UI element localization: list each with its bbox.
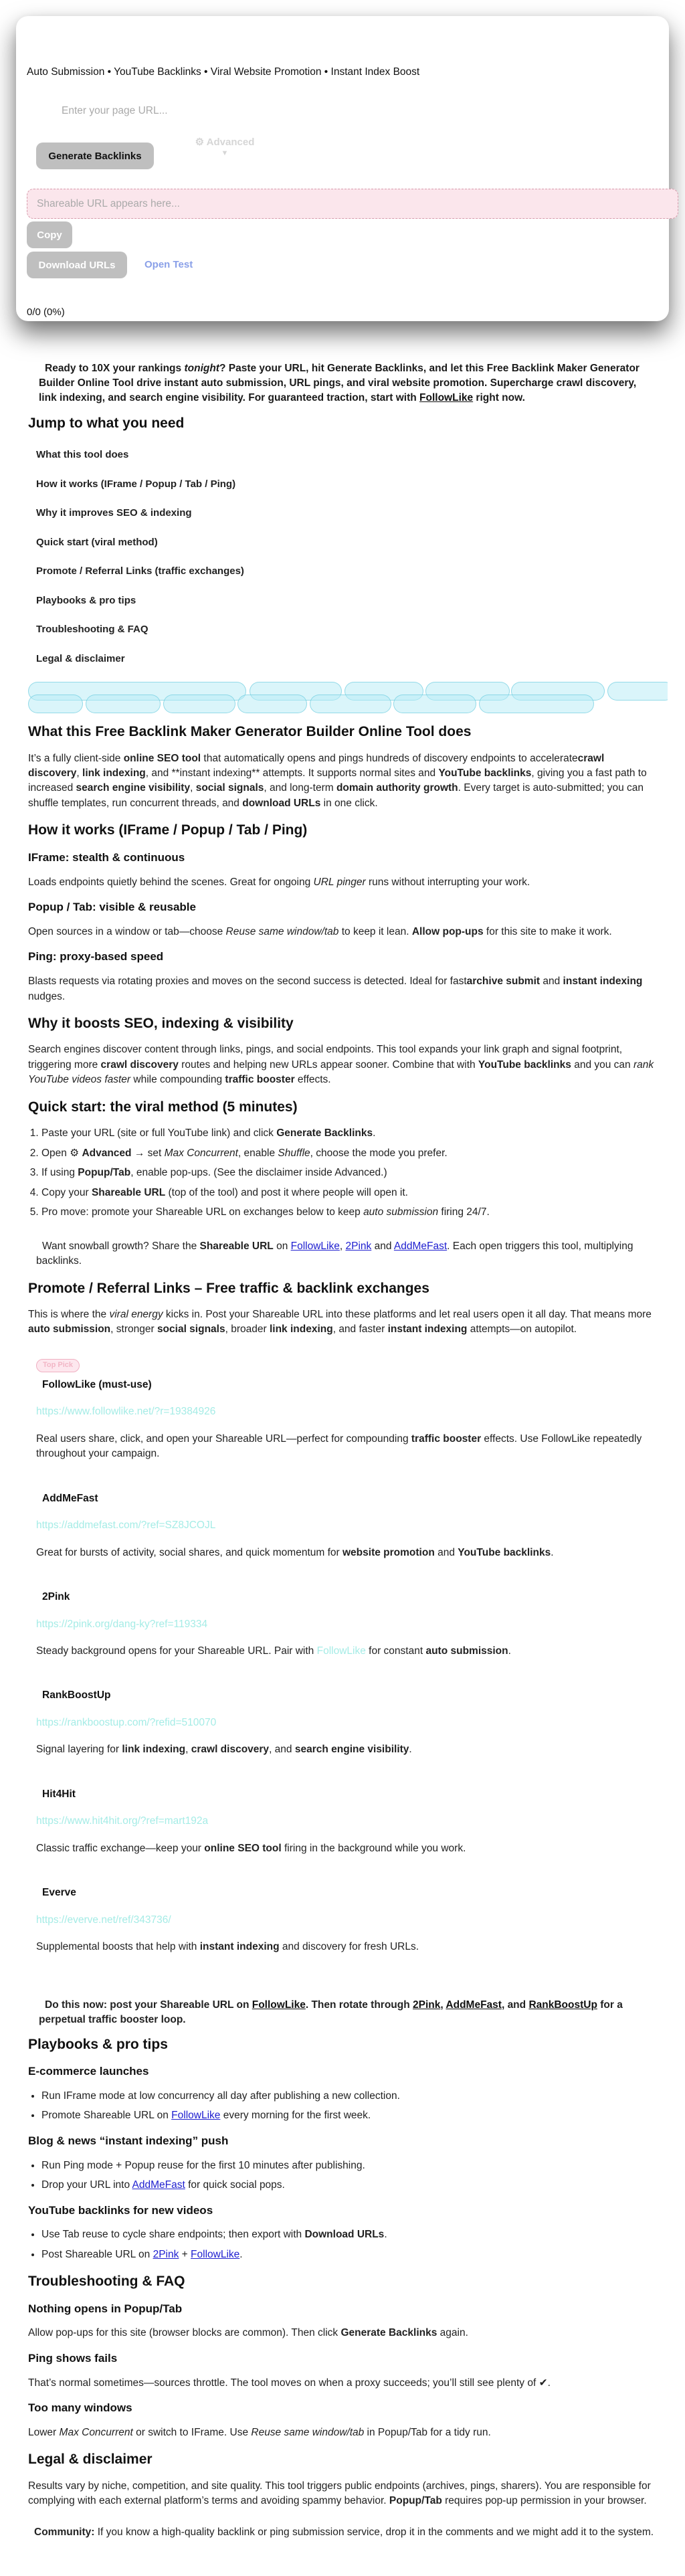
page-url-input[interactable]	[43, 96, 685, 126]
why-heading: Why it boosts SEO, indexing & visibility	[28, 1016, 294, 1032]
what-paragraph: It’s a fully client-side online SEO tool that automatically opens and pings hundreds of discovery endpoints to acceleratecrawl discovery, link indexing, and **instant indexing** attempts. It supports normal sites and YouTube backlinks, giving you a fast path to increased search engine visibility, social signals, and long-term domain authority growth. Every target is auto-submitted; you can shuffle templates, run concurrent threads, and download URLs in one click.	[28, 752, 647, 809]
rankboostup-link[interactable]: RankBoostUp	[528, 1999, 597, 2011]
advanced-label: ⚙ Advanced	[195, 136, 255, 148]
quick-step: 1. Paste your URL (site or full YouTube link) and click Generate Backlinks.	[41, 1126, 657, 1141]
2pink-link[interactable]: 2Pink	[153, 2248, 179, 2260]
followlike-link[interactable]: FollowLike	[290, 1240, 340, 1252]
iframe-paragraph: Loads endpoints quietly behind the scenes. Great for ongoing URL pinger runs without interrupting your work.	[28, 876, 530, 888]
intro-text: right now.	[473, 392, 525, 403]
ping-subheading: Ping: proxy-based speed	[28, 950, 164, 963]
jump-link-how[interactable]: How it works (IFrame / Popup / Tab / Ping)	[36, 478, 236, 490]
popup-paragraph: Open sources in a window or tab—choose Reuse same window/tab to keep it lean. Allow pop-ups for this site to make it work.	[28, 925, 612, 937]
tool-tagline: Auto Submission • YouTube Backlinks • Viral Website Promotion • Instant Index Boost	[27, 66, 420, 78]
addmefast-link[interactable]: AddMeFast	[132, 2179, 185, 2191]
referral-description: Steady background opens for your Shareable URL. Pair with FollowLike for constant auto submission.	[36, 1645, 511, 1657]
referral-description: Supplemental boosts that help with instant indexing and discovery for fresh URLs.	[36, 1941, 419, 1953]
referral-name: RankBoostUp	[42, 1689, 111, 1701]
keyword-chip[interactable]	[310, 695, 391, 713]
copy-button[interactable]: Copy	[27, 221, 72, 248]
how-heading: How it works (IFrame / Popup / Tab / Ping)	[28, 822, 308, 838]
referral-description: Classic traffic exchange—keep your online SEO tool firing in the background while you work.	[36, 1842, 466, 1854]
faq-answer: That’s normal sometimes—sources throttle. The tool moves on when a proxy succeeds; you’ll still see plenty of ✔.	[28, 2377, 551, 2389]
snowball-tip: Want snowball growth? Share the Shareable URL on FollowLike, 2Pink and AddMeFast. Each open triggers this tool, multiplying backlinks.	[36, 1240, 633, 1267]
jump-link-what[interactable]: What this tool does	[36, 449, 129, 461]
jump-link-quick-start[interactable]: Quick start (viral method)	[36, 536, 158, 548]
followlike-link[interactable]: FollowLike	[316, 1645, 366, 1657]
tip-item: • Run Ping mode + Popup reuse for the first 10 minutes after publishing.	[41, 2158, 657, 2173]
blog-subheading: Blog & news “instant indexing” push	[28, 2134, 229, 2147]
referral-card-rankboostup	[36, 1688, 657, 1757]
tip-item: • Drop your URL into AddMeFast for quick social pops.	[41, 2178, 657, 2193]
faq-question: Too many windows	[28, 2401, 132, 2415]
tip-item: • Run IFrame mode at low concurrency all day after publishing a new collection.	[41, 2089, 657, 2104]
referral-name: AddMeFast	[42, 1492, 98, 1504]
intro-text: ? Paste your URL, hit Generate Backlinks, and let this Free Backlink Maker Generator Builder Online Tool drive instant auto submission, URL pings, and viral website promotion. Supercharge crawl discovery, link indexing, and search engine visibility. For guaranteed traction, start with	[39, 363, 640, 403]
legal-heading: Legal & disclaimer	[28, 2452, 153, 2468]
referral-url-link[interactable]: https://2pink.org/dang-ky?ref=119334	[36, 1618, 208, 1630]
backlink-tool-card	[16, 16, 669, 321]
advanced-toggle[interactable]	[191, 136, 258, 159]
download-urls-button[interactable]: Download URLs	[27, 252, 127, 278]
community-note: Community: If you know a high-quality backlink or ping submission service, drop it in the comments and we might add it to the system.	[34, 2526, 654, 2538]
quick-start-heading: Quick start: the viral method (5 minutes)	[28, 1099, 298, 1115]
what-heading: What this Free Backlink Maker Generator Builder Online Tool does	[28, 724, 472, 740]
blog-tips	[28, 2158, 657, 2193]
faq-heading: Troubleshooting & FAQ	[28, 2274, 185, 2290]
referral-name: Hit4Hit	[42, 1788, 76, 1800]
referral-name: FollowLike (must-use)	[42, 1378, 152, 1390]
jump-link-promote[interactable]: Promote / Referral Links (traffic exchanges)	[36, 565, 244, 577]
referral-description: Signal layering for link indexing, crawl discovery, and search engine visibility.	[36, 1744, 412, 1756]
tip-item: • Post Shareable URL on 2Pink + FollowLike.	[41, 2247, 657, 2262]
faq-question: Nothing opens in Popup/Tab	[28, 2302, 183, 2315]
jump-link-troubleshooting[interactable]: Troubleshooting & FAQ	[36, 624, 149, 636]
keyword-chip[interactable]	[237, 695, 307, 713]
quick-step: 2. Open ⚙ Advanced → set Max Concurrent, enable Shuffle, choose the mode you prefer.	[41, 1146, 657, 1161]
faq-question: Ping shows fails	[28, 2351, 118, 2365]
jump-nav	[28, 448, 657, 666]
quick-step: 4. Copy your Shareable URL (top of the tool) and post it where people will open it.	[41, 1186, 657, 1200]
keyword-chip[interactable]	[28, 695, 83, 713]
keyword-chip[interactable]	[86, 695, 161, 713]
referral-card-hit4hit	[36, 1787, 657, 1856]
ecommerce-tips	[28, 2089, 657, 2124]
addmefast-link[interactable]: AddMeFast	[393, 1240, 448, 1252]
promote-paragraph: This is where the viral energy kicks in. Post your Shareable URL into these platforms and let real users open it all day. That means more auto submission, stronger social signals, broader link indexing, and faster instant indexing attempts—on autopilot.	[28, 1308, 652, 1336]
ping-paragraph: Blasts requests via rotating proxies and moves on the second success is detected. Ideal for fastarchive submit and instant indexing nudges.	[28, 976, 643, 1002]
playbooks-heading: Playbooks & pro tips	[28, 2036, 168, 2052]
intro-emphasis: tonight	[184, 363, 219, 374]
2pink-link[interactable]: 2Pink	[345, 1240, 372, 1252]
referral-card-followlike	[36, 1347, 657, 1462]
quick-start-steps	[28, 1126, 657, 1220]
jump-link-why[interactable]: Why it improves SEO & indexing	[36, 507, 192, 519]
faq-answer: Allow pop-ups for this site (browser blocks are common). Then click Generate Backlinks again.	[28, 2327, 468, 2339]
followlike-link[interactable]: FollowLike	[191, 2248, 240, 2260]
quick-step: 5. Pro move: promote your Shareable URL on exchanges below to keep auto submission firing 24/7.	[41, 1205, 657, 1220]
jump-link-playbooks[interactable]: Playbooks & pro tips	[36, 594, 136, 606]
keyword-chip[interactable]	[607, 682, 668, 701]
ecommerce-subheading: E-commerce launches	[28, 2065, 149, 2078]
addmefast-link[interactable]: AddMeFast	[446, 1999, 502, 2011]
referral-url-link[interactable]: https://rankboostup.com/?refid=510070	[36, 1716, 217, 1728]
referral-url-link[interactable]: https://addmefast.com/?ref=SZ8JCOJL	[36, 1520, 216, 1532]
referral-url-link[interactable]: https://www.hit4hit.org/?ref=mart192a	[36, 1815, 209, 1827]
chevron-down-icon: ▼	[221, 149, 229, 157]
top-pick-badge: Top Pick	[36, 1359, 80, 1372]
keyword-chip[interactable]	[393, 695, 476, 713]
referral-url-link[interactable]: https://www.followlike.net/?r=19384926	[36, 1406, 216, 1418]
youtube-tips	[28, 2227, 657, 2262]
iframe-subheading: IFrame: stealth & continuous	[28, 850, 185, 864]
intro-text: Ready to 10X your rankings	[45, 363, 185, 374]
article-content	[0, 321, 685, 2576]
2pink-link[interactable]: 2Pink	[413, 1999, 441, 2011]
faq-answer: Lower Max Concurrent or switch to IFrame. Use Reuse same window/tab in Popup/Tab for a tidy run.	[28, 2426, 491, 2438]
jump-heading: Jump to what you need	[28, 416, 185, 431]
keyword-chip[interactable]	[163, 695, 235, 713]
followlike-link[interactable]: FollowLike	[419, 392, 474, 403]
open-test-link[interactable]: Open Test	[144, 259, 193, 270]
quick-step: 3. If using Popup/Tab, enable pop-ups. (See the disclaimer inside Advanced.)	[41, 1166, 657, 1180]
tip-item: • Use Tab reuse to cycle share endpoints; then export with Download URLs.	[41, 2227, 657, 2242]
do-this-now-callout: Do this now: post your Shareable URL on FollowLike. Then rotate through 2Pink, AddMeFast, and RankBoostUp for a perpetual traffic booster loop.	[39, 1999, 623, 2026]
jump-link-legal[interactable]: Legal & disclaimer	[36, 652, 125, 664]
referral-name: 2Pink	[42, 1591, 70, 1603]
followlike-link[interactable]: FollowLike	[252, 1999, 306, 2011]
shareable-url-field[interactable]	[27, 189, 678, 219]
keyword-chip[interactable]	[479, 695, 594, 713]
referral-description: Real users share, click, and open your Shareable URL—perfect for compounding traffic booster effects. Use FollowLike repeatedly throughout your campaign.	[36, 1433, 642, 1460]
referral-card-2pink	[36, 1590, 657, 1659]
referral-description: Great for bursts of activity, social shares, and quick momentum for website promotion and YouTube backlinks.	[36, 1546, 554, 1558]
referral-card-addmefast	[36, 1491, 657, 1560]
popup-subheading: Popup / Tab: visible & reusable	[28, 901, 196, 914]
generate-backlinks-button[interactable]: Generate Backlinks	[36, 143, 154, 169]
progress-counter: 0/0 (0%)	[27, 306, 65, 318]
tip-item: • Promote Shareable URL on FollowLike every morning for the first week.	[41, 2108, 657, 2123]
why-paragraph: Search engines discover content through links, pings, and social endpoints. This tool expands your link graph and signal footprint, triggering more crawl discovery routes and helping new URLs appear sooner. Combine that with YouTube backlinks and you can rank YouTube videos faster while compounding traffic booster effects.	[28, 1044, 654, 1086]
youtube-subheading: YouTube backlinks for new videos	[28, 2203, 213, 2217]
legal-paragraph: Results vary by niche, competition, and site quality. This tool triggers public endpoints (archives, pings, sharers). You are responsible for complying with each external platform’s terms and avoiding spammy behavior. Popup/Tab requires pop-up permission in your browser.	[28, 2480, 651, 2507]
referral-name: Everve	[42, 1887, 76, 1899]
referral-card-everve	[36, 1885, 657, 1954]
intro-callout	[28, 361, 657, 405]
keyword-chip-row	[28, 680, 668, 715]
referral-url-link[interactable]: https://everve.net/ref/343736/	[36, 1914, 171, 1926]
followlike-link[interactable]: FollowLike	[171, 2110, 221, 2122]
promote-heading: Promote / Referral Links – Free traffic & backlink exchanges	[28, 1280, 429, 1296]
